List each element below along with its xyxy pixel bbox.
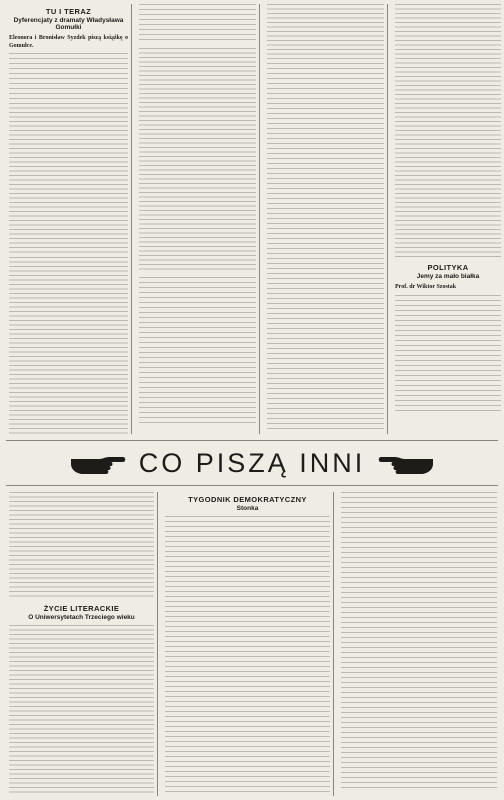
- illegible-text-block: [9, 53, 128, 99]
- article-byline-szostak: Prof. dr Wiktor Szostak: [395, 284, 457, 290]
- top-column-4: [392, 4, 504, 434]
- illegible-italic-text-block: [9, 103, 128, 253]
- illegible-italic-text-block: [267, 4, 384, 59]
- illegible-text-block: [139, 4, 256, 44]
- section-heading-tu-i-teraz: TU I TERAZ: [45, 7, 92, 16]
- banner-title: CO PISZĄ INNI: [138, 447, 366, 478]
- section-heading-polityka: POLITYKA: [427, 263, 469, 272]
- article-subhead-uniwersytety: O Uniwersytetach Trzeciego wieku: [28, 614, 135, 621]
- top-column-3: [264, 4, 388, 434]
- illegible-italic-text-block: [9, 257, 128, 434]
- illegible-italic-text-block: [9, 625, 154, 793]
- bottom-article-row: [6, 492, 498, 796]
- article-subhead-bialko: Jemy za mało białka: [416, 273, 480, 280]
- article-byline-syzdek: Eleonora i Bronisław Syzdek piszą książkę o Gomułce.: [9, 35, 128, 49]
- top-article-row: [6, 4, 498, 434]
- illegible-text-block: [341, 492, 497, 790]
- article-subhead-stonka: Stonka: [236, 505, 259, 512]
- illegible-italic-text-block: [9, 492, 154, 600]
- illegible-italic-text-block: [139, 48, 256, 273]
- section-heading-tygodnik-demokratyczny: TYGODNIK DEMOKRATYCZNY: [188, 495, 307, 504]
- illegible-text-block: [165, 516, 330, 794]
- bottom-column-2: [162, 492, 334, 796]
- pointing-hand-right-icon: [69, 450, 127, 476]
- section-banner: [6, 440, 498, 486]
- top-column-1: [6, 4, 132, 434]
- illegible-text-block: [395, 295, 501, 415]
- top-column-2: [136, 4, 260, 434]
- illegible-text-block: [267, 63, 384, 431]
- illegible-italic-text-block: [395, 4, 501, 259]
- bottom-column-1: [6, 492, 158, 796]
- bottom-column-3: [338, 492, 500, 796]
- section-heading-zycie-literackie: ŻYCIE LITERACKIE: [43, 604, 120, 613]
- pointing-hand-left-icon: [377, 450, 435, 476]
- illegible-text-block: [139, 277, 256, 427]
- article-subhead-gomulka: Dyferencjaty z dramaty Władysława Gomułki: [13, 17, 124, 31]
